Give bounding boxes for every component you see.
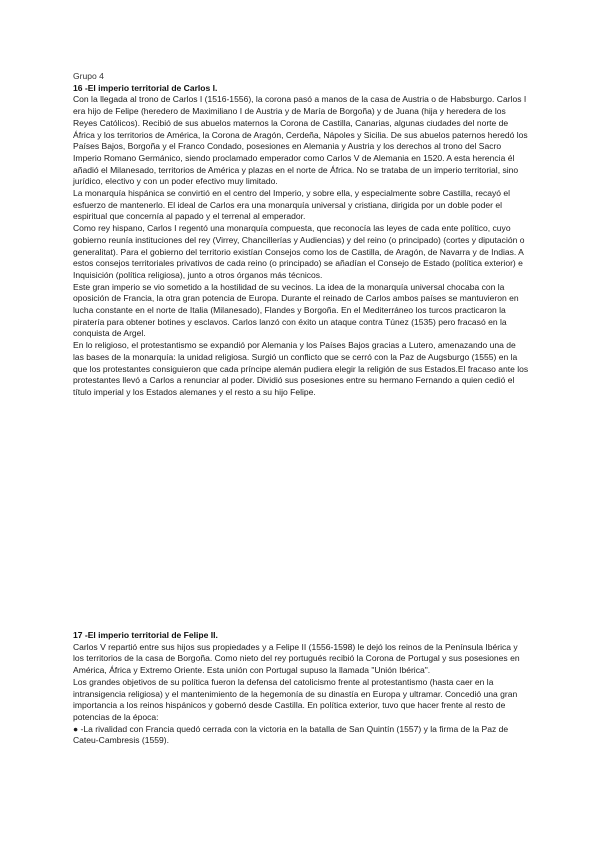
paragraph: Este gran imperio se vio sometido a la hostilidad de su vecinos. La idea de la monarquía universal chocaba con la oposición de Francia, la otra gran potencia de Europa. Durante el reinado de Carlos ambos países se mantuvieron en lucha constante en el norte de Italia (Milanesado), Flandes y Borgoña. En el Mediterráneo los turcos practicaron la piratería para obtener botines y esclavos. Carlos lanzó con éxito un ataque contra Túnez (1535) pero fracasó en la conquista de Argel. — [73, 281, 519, 339]
section-carlos-i — [73, 71, 529, 399]
section-title-carlos-i: 16 -El imperio territorial de Carlos I. — [73, 82, 218, 93]
section-title-felipe-ii: 17 -El imperio territorial de Felipe II. — [73, 630, 218, 640]
paragraph: La monarquía hispánica se convirtió en el centro del Imperio, y sobre ella, y especialmente sobre Castilla, recayó el esfuerzo de mantenerlo. El ideal de Carlos era una monarquía universal y cristiana, dirigida por un doble poder el espiritual que concernía al papado y el terrenal al emperador. — [73, 188, 511, 222]
paragraph: Carlos V repartió entre sus hijos sus propiedades y a Felipe II (1556-1598) le dejó los reinos de la Península Ibérica y los territorios de la casa de Borgoña. Como nieto del rey portugués recibió la Corona de Portugal y sus posesiones en América, África y Extremo Oriente. Esta unión con Portugal supuso la llamada "Unión Ibérica". — [73, 641, 520, 676]
group-label: Grupo 4 — [73, 71, 104, 81]
paragraph: En lo religioso, el protestantismo se expandió por Alemania y los Países Bajos gracias a Lutero, amenazando una de las bases de la monarquía: la unidad religiosa. Surgió un conflicto que se cerró con la Paz de Augsburgo (1555) en la que los protestantes consiguieron que cada príncipe alemán pudiera elegir la religión de sus Estados.El fracaso ante los protestantes llevó a Carlos a renunciar al poder. Dividió sus posesiones entre su hermano Fernando a quien cedió el título imperial y los Estados alemanes y el resto a su hijo Felipe. — [73, 340, 529, 397]
bullet-item: ● -La rivalidad con Francia quedó cerrada con la victoria en la batalla de San Quintín (1557) y la firma de la Paz de Cateu-Cambresis (1559). — [73, 723, 509, 746]
section-felipe-ii — [73, 630, 529, 747]
paragraph: Como rey hispano, Carlos I regentó una monarquía compuesta, que reconocía las leyes de cada ente político, cuyo gobierno reunía instituciones del rey (Virrey, Chancillerías y Audiencias) y del reino (o principado) (cortes y diputación o generalitat). Para el gobierno del territorio existían Consejos como los de Castilla, de Aragón, de Navarra y de Indias. A estos consejos territoriales privativos de cada reino (o principado) se añadían el Consejo de Estado (política exterior) e Inquisición (política religiosa), junto a otros órganos más técnicos. — [73, 223, 525, 280]
paragraph: Con la llegada al trono de Carlos I (1516-1556), la corona pasó a manos de la casa de Austria o de Habsburgo. Carlos I era hijo de Felipe (heredero de Maximiliano I de Austria y de María de Borgoña) y de Juana (hija y heredera de los Reyes Católicos). Recibió de sus abuelos maternos la Corona de Castilla, Canarias, algunas ciudades del norte de África y los territorios de América, la Corona de Aragón, Cerdeña, Nápoles y Sicilia. De sus abuelos paternos heredó los Países Bajos, Borgoña y el Franco Condado, posesiones en Alemania y Austria y los derechos al trono del Sacro Imperio Romano Germánico, siendo proclamado emperador como Carlos V de Alemania en 1520. A esta herencia él añadió el Milanesado, territorios de América y plazas en el norte de África. No se trataba de un imperio territorial, sino jurídico, electivo y con un poder efectivo muy limitado. — [73, 94, 528, 187]
paragraph: Los grandes objetivos de su política fueron la defensa del catolicismo frente al protestantismo (hasta caer en la intransigencia religiosa) y el mantenimiento de la hegemonía de su dinastía en Europa y ultramar. Concedió una gran importancia a los reinos hispánicos y gobernó desde Castilla. En política exterior, tuvo que hacer frente al resto de potencias de la época: — [73, 676, 518, 722]
